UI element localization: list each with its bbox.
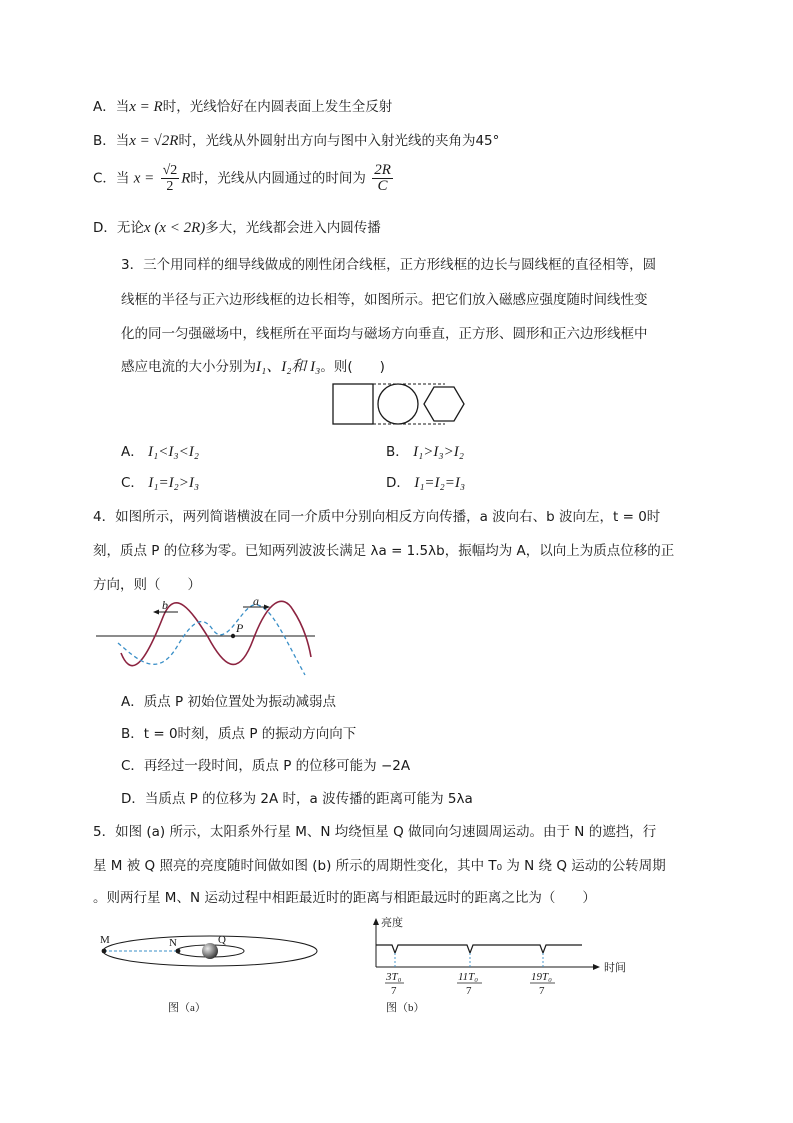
q2-option-b-prefix: B．当	[93, 133, 130, 149]
tick-3-bot: 7	[539, 985, 545, 997]
q3-line-4	[121, 355, 385, 376]
wave-a-label: a	[253, 594, 259, 608]
q5-line-2: 星 M 被 Q 照亮的亮度随时间做如图 (b) 所示的周期性变化，其中 T₀ 为 N 绕 Q 运动的公转周期	[93, 858, 666, 874]
q4-line-2: 刻，质点 P 的位移为零。已知两列波波长满足 λa = 1.5λb，振幅均为 A，以向上为质点位移的正	[93, 543, 675, 559]
tick-1-bot: 7	[391, 985, 397, 997]
q4-option-c: C．再经过一段时间，质点 P 的位移可能为 −2A	[121, 758, 411, 774]
q3-option-d	[386, 471, 465, 492]
brightness-curve	[376, 945, 582, 953]
q2-option-b	[93, 129, 499, 150]
q3-line-2: 线框的半径与正六边形线框的边长相等，如图所示。把它们放入磁感应强度随时间线性变	[121, 292, 648, 308]
y-axis-arrowhead	[373, 918, 379, 925]
q3-line-4-prefix: 感应电流的大小分别为	[121, 359, 256, 375]
tick-2-top: 11T₀	[458, 971, 479, 983]
q3-frames-figure	[330, 381, 470, 427]
tick-2-bot: 7	[466, 985, 472, 997]
q2-option-a-text: 时，光线恰好在内圆表面上发生全反射	[162, 99, 393, 115]
q2-option-a-prefix: A．当	[93, 99, 130, 115]
label-m: M	[100, 934, 110, 946]
q5-brightness-figure	[364, 913, 644, 1017]
q2-option-c-fraction	[161, 163, 180, 194]
q3-current-vars: I₁、I₂和 I₃	[256, 359, 321, 375]
q3-option-a	[121, 440, 199, 461]
option-math: I₁>I₃>I₂	[413, 444, 464, 460]
circle-frame	[378, 384, 418, 424]
q5-line-1: 5．如图 (a) 所示，太阳系外行星 M、N 均绕恒星 Q 做同向匀速圆周运动。由于 N 的遮挡，行	[93, 824, 657, 840]
wave-b-arrowhead	[153, 610, 159, 615]
q4-line-3: 方向，则（ ）	[93, 577, 201, 593]
point-p-label: P	[236, 621, 244, 635]
q4-option-b: B．t = 0时刻，质点 P 的振动方向向下	[121, 726, 357, 742]
fraction-numerator: √2	[162, 163, 178, 178]
x-axis-label: 时间	[604, 962, 626, 974]
q2-option-c-text: 时，光线从内圆通过的时间为	[190, 170, 366, 187]
option-label: A．	[121, 444, 144, 460]
option-label: B．	[386, 444, 409, 460]
q3-line-1: 3．三个用同样的细导线做成的刚性闭合线框，正方形线框的边长与圆线框的直径相等，圆	[121, 257, 657, 273]
q2-option-c	[93, 163, 395, 194]
square-frame	[333, 384, 373, 424]
planet-n	[176, 949, 181, 954]
q4-line-1: 4．如图所示，两列简谐横波在同一介质中分别向相反方向传播，a 波向右、b 波向左，t = 0时	[93, 509, 661, 525]
wave-b-dashed	[118, 605, 305, 675]
q2-option-c-math-r: R	[181, 170, 191, 187]
caption-b: 图（b）	[386, 1002, 425, 1014]
tick-3-top: 19T₀	[531, 971, 552, 983]
q3-line-4-suffix: 。则( )	[320, 359, 385, 375]
q2-option-a	[93, 95, 392, 116]
q4-option-d: D．当质点 P 的位移为 2A 时，a 波传播的距离可能为 5λa	[121, 791, 473, 807]
option-label: D．	[386, 475, 410, 491]
q2-option-b-text: 时，光线从外圆射出方向与图中入射光线的夹角为45°	[178, 133, 500, 149]
label-n: N	[169, 937, 177, 949]
hexagon-frame	[424, 387, 464, 421]
fraction-denominator: 2	[166, 179, 174, 194]
y-axis-label: 亮度	[381, 917, 403, 929]
q2-option-c-math-x: x =	[133, 170, 155, 187]
x-axis-arrowhead	[593, 964, 600, 970]
q2-option-a-math: x = R	[129, 99, 163, 115]
q2-option-d-math: x (x < 2R)	[143, 220, 206, 236]
caption-a: 图（a）	[168, 1002, 206, 1014]
option-math: I₁=I₂>I₃	[148, 475, 200, 491]
q3-line-3: 化的同一匀强磁场中，线框所在平面均与磁场方向垂直，正方形、圆形和正六边形线框中	[121, 326, 648, 342]
q5-line-3: 。则两行星 M、N 运动过程中相距最近时的距离与相距最远时的距离之比为（ ）	[93, 890, 596, 906]
fraction-denominator: C	[377, 178, 388, 194]
q2-option-c-prefix: C．当	[93, 170, 130, 187]
q2-option-b-math: x = √2R	[129, 133, 179, 149]
q2-option-d-text: 多大，光线都会进入内圆传播	[205, 220, 381, 236]
planet-m	[102, 949, 107, 954]
q2-option-c-time-fraction	[372, 163, 393, 194]
q3-option-c	[121, 471, 199, 492]
q4-wave-figure	[93, 595, 318, 680]
q3-option-b	[386, 440, 464, 461]
star-q	[202, 943, 218, 959]
q2-option-d	[93, 216, 381, 237]
wave-b-label: b	[162, 598, 168, 612]
label-q: Q	[218, 934, 226, 946]
tick-1-top: 3T₀	[386, 971, 402, 983]
q4-option-a: A．质点 P 初始位置处为振动减弱点	[121, 694, 336, 710]
point-p-dot	[231, 634, 235, 638]
q5-orbit-figure	[98, 925, 358, 1017]
option-math: I₁=I₂=I₃	[414, 475, 466, 491]
q2-option-d-prefix: D．无论	[93, 220, 144, 236]
fraction-numerator: 2R	[374, 162, 391, 178]
option-label: C．	[121, 475, 144, 491]
option-math: I₁<I₃<I₂	[148, 444, 199, 460]
